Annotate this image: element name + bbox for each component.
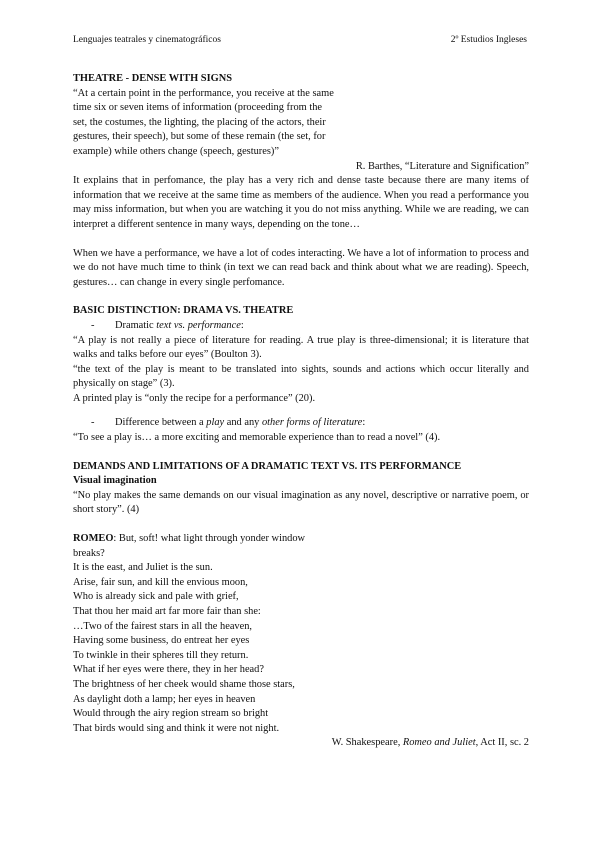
poem-line: Who is already sick and pale with grief, — [73, 591, 239, 603]
poem-line: Arise, fair sun, and kill the envious moon, — [73, 576, 248, 588]
page-content — [73, 72, 529, 751]
poem-line: …Two of the fairest stars in all the heaven, — [73, 620, 253, 632]
shakespeare-citation: W. Shakespeare, Romeo and Juliet, Act II, sc. 2 — [331, 737, 529, 749]
theatre-paragraph-2: When we have a performance, we have a lot of codes interacting. We have a lot of information to process and we do not have much time to think (in text we can read back and think about what we are reading). Speech, gestures… can change in every single perfomance. — [73, 247, 529, 288]
bullet-dash: - — [91, 319, 95, 331]
poem-speaker: ROMEO — [73, 533, 114, 545]
poem-line: What if her eyes were there, they in her head? — [73, 664, 264, 676]
header-course-title: Lenguajes teatrales y cinematográficos — [73, 35, 221, 45]
poem-line: The brightness of her cheek would shame those stars, — [73, 678, 295, 690]
visual-imagination-quote: “No play makes the same demands on our visual imagination as any novel, descriptive or narrative poem, or short story”. (4) — [73, 489, 529, 516]
section-drama-heading: BASIC DISTINCTION: DRAMA VS. THEATRE — [73, 305, 294, 317]
barthes-citation: R. Barthes, “Literature and Signification” — [355, 160, 529, 172]
poem-line: To twinkle in their spheres till they return. — [73, 649, 249, 661]
romeo-poem — [73, 532, 529, 736]
boulton-quote-3: A printed play is “only the recipe for a performance” (20). — [73, 392, 316, 404]
boulton-quote-2: “the text of the play is meant to be translated into sights, sounds and actions which occur literally and physically on stage” (3). — [73, 363, 529, 390]
section-theatre-heading: THEATRE - DENSE WITH SIGNS — [73, 73, 232, 84]
boulton-quote-1: “A play is not really a piece of literature for reading. A true play is three-dimensional; it is literature that walks and talks before our eyes” (Boulton 3). — [73, 334, 529, 361]
poem-line: That birds would sing and think it were not night. — [73, 722, 280, 734]
poem-first-line: ROMEO: But, soft! what light through yonder window — [73, 533, 306, 545]
section-demands-heading: DEMANDS AND LIMITATIONS OF A DRAMATIC TEXT VS. ITS PERFORMANCE — [73, 460, 462, 472]
poem-line: Would through the airy region stream so bright — [73, 708, 269, 720]
poem-line: That thou her maid art far more fair than she: — [73, 606, 261, 617]
bullet-play-vs-literature: - Difference between a play and any other forms of literature: — [73, 416, 529, 431]
bullet-text-vs-performance: - Dramatic text vs. performance: — [73, 319, 529, 334]
poem-line: Having some business, do entreat her eyes — [73, 635, 250, 647]
header-degree: 2º Estudios Ingleses — [450, 35, 527, 45]
poem-line: As daylight doth a lamp; her eyes in heaven — [73, 693, 256, 705]
theatre-paragraph-1: It explains that in perfomance, the play has a very rich and dense taste because there are many items of information that we receive at the same time as members of the audience. When you read a performance you may miss information, but when you are watching it you do not miss anything. While we are reading, we can interpret a different sentence in many ways, depending on the tone… — [73, 175, 529, 230]
visual-imagination-subheading: Visual imagination — [73, 475, 157, 487]
poem-line: It is the east, and Juliet is the sun. — [73, 562, 213, 574]
boulton-quote-4: “To see a play is… a more exciting and memorable experience than to read a novel” (4). — [73, 432, 441, 444]
poem-line: breaks? — [73, 547, 105, 559]
bullet-dash: - — [91, 417, 95, 429]
barthes-quote: “At a certain point in the performance, you receive at the same time six or seven items of information (proceeding from the set, the costumes, the lighting, the placing of the actors, their gestures, their speech), but some of these remain (the set, for example) while others change (speech, gestures)” — [73, 87, 334, 157]
